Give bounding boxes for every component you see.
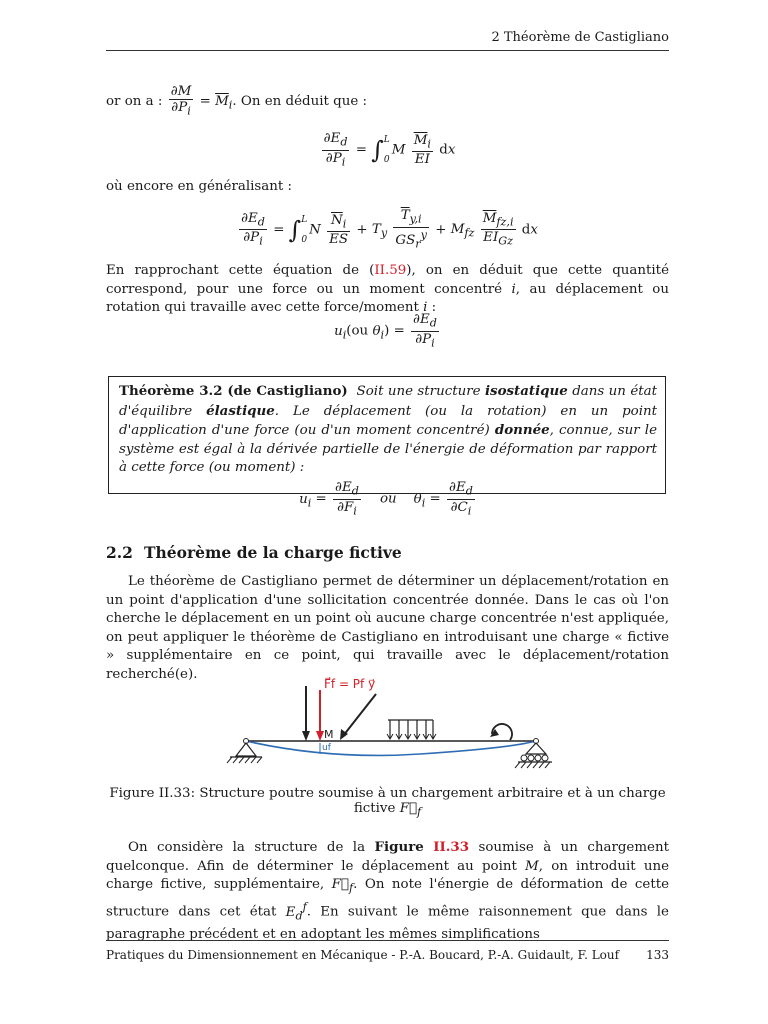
theorem-ou: ou [379, 491, 397, 507]
para5-s5: . En suivant le même raisonnement que dans le paragraphe précédent et en adoptant les mêmes simplifications [106, 904, 669, 943]
theorem-title: Théorème 3.2 (de Castigliano) [119, 383, 348, 399]
theorem-b3: donnée [494, 422, 550, 439]
para5-s3: , on introduit une charge fictive, supplémentaire, [106, 858, 669, 893]
equation-2: $\frac{\partial E_d}{\partial P_i}$ = ∫ L 0 N $\frac{\overline{N}_i}{ES}$ + $T_y$ $\frac{\overline{T}_{y,i}}{GS_r^y}$ + $M_{fz}$ $\frac{\overline{M}_{fz,i}}{EI_{Gz}}$ dx [241, 208, 538, 251]
fictive-load-label: F⃗f = Pf y⃗ [324, 677, 376, 691]
deformed-beam [246, 741, 536, 755]
concentrated-load-arrow [302, 686, 310, 741]
inclined-load-arrow [340, 694, 376, 740]
paragraph-3: En rapprochant cette équation de (II.59), on en déduit que cette quantité correspond, pour une force ou un moment concentré i, au déplacement ou rotation qui travaille avec cette force/moment i : [106, 263, 669, 316]
paragraph-1: or on a : $\frac{\partial M}{\partial P_i}$ = $\overline{M}_i$. On en déduit que : [106, 84, 368, 118]
running-header: 2 Théorème de Castigliano [491, 30, 669, 45]
point-M-label: M [324, 728, 334, 741]
theorem-text [119, 382, 657, 518]
equation-3: $u_i(ou$ $\theta_i$) = $\frac{\partial E_d}{\partial P_i}$ [334, 312, 437, 350]
paragraph-2: où encore en généralisant : [106, 179, 293, 194]
para3-before: En rapprochant cette équation de ( [106, 263, 375, 278]
section-title: Théorème de la charge fictive [144, 543, 402, 562]
equation-1: $\frac{\partial E_d}{\partial P_i}$ = ∫ L 0 M $\frac{\overline{M}_i}{EI}$ dx [323, 130, 456, 169]
displacement-label: uf [322, 743, 331, 753]
para5-s1: On considère la structure de la [128, 840, 375, 855]
theorem-t4: , connue, sur le système est égal à la dérivée partielle de l'énergie de déformation par rapport à cette force (ou moment) : [119, 423, 657, 476]
para3-after2: , au déplacement ou rotation qui travaille avec cette force/moment [106, 281, 669, 316]
theorem-t2: dans un état d'équilibre [119, 384, 657, 419]
footer-rule [106, 940, 669, 941]
figure-caption: Figure II.33: Structure poutre soumise à un chargement arbitraire et à un charge fictive $F⃗_f$ [109, 786, 666, 819]
section-heading [106, 543, 402, 562]
para3-var-i: i [511, 281, 516, 297]
theorem-b1: isostatique [484, 383, 568, 399]
theorem-t3: . Le déplacement (ou la rotation) en un point d'application d'une force (ou d'un moment concentré) [119, 403, 657, 439]
formula-dM-dPi: $\frac{\partial M}{\partial P_i}$ [170, 84, 192, 118]
para4-text: Le théorème de Castigliano permet de déterminer un déplacement/rotation en un point d'application d'une sollicitation concentrée donnée. Dans le cas où l'on cherche le déplacement en un point où aucune charge concentrée n'est appliquée, on peut appliquer le théorème de Castigliano en introduisant une charge « fictive » supplémentaire en ce point, qui travaille avec le déplacement/rotation recherché(e). [106, 574, 669, 682]
para5-M: M [525, 858, 539, 874]
distributed-load [387, 720, 436, 739]
footer-text: Pratiques du Dimensionnement en Mécanique - P.-A. Boucard, P.-A. Guidault, F. Louf [106, 948, 620, 962]
figure-beam [220, 668, 560, 778]
page-number: 133 [646, 948, 669, 962]
header-rule [106, 50, 669, 51]
ref-link-II59[interactable]: II.59 [374, 263, 407, 278]
theorem-t1: Soit une structure [356, 384, 485, 399]
para1-suffix: . On en déduit que : [232, 93, 368, 109]
paragraph-5: On considère la structure de la Figure II.33 soumise à un chargement quelconque. Afin de déterminer le déplacement au point M, on introduit une charge fictive, supplémentaire, $F⃗_f$. On note l'énergie de déformation de cette structure dans cet état $E_d^f$. En suivant le même raisonnement que dans le paragraphe précédent et en adoptant les mêmes simplifications [106, 839, 670, 943]
para3-end: : [427, 300, 437, 316]
ref-link-figure-II33[interactable]: II.33 [433, 839, 470, 855]
right-roller-support [515, 739, 552, 769]
figure-caption-text: Figure II.33: Structure poutre soumise à un chargement arbitraire et à un charge fictive [109, 786, 666, 816]
theorem-equation: $u_i$ = $\frac{\partial E_d}{\partial F_i}$ ou $\theta_i$ = $\frac{\partial E_d}{\partial C_i}$ [299, 479, 473, 518]
para3-after: ), on en déduit que cette quantité correspond, pour une force ou un moment concentré [106, 263, 669, 297]
para5-s4: . On note l'énergie de déformation de cette structure dans cet état [106, 877, 670, 920]
para1-prefix: or on a : [106, 93, 163, 109]
left-pin-support [227, 739, 262, 764]
theorem-b2: élastique [206, 402, 275, 419]
para5-s2: soumise à un chargement quelconque. Afin de déterminer le déplacement au point [106, 840, 669, 874]
fictive-load-arrow [316, 690, 324, 741]
section-number: 2.2 [106, 543, 133, 562]
concentrated-moment [490, 724, 512, 740]
footer [106, 948, 669, 962]
para5-fig-word: Figure [374, 839, 424, 855]
